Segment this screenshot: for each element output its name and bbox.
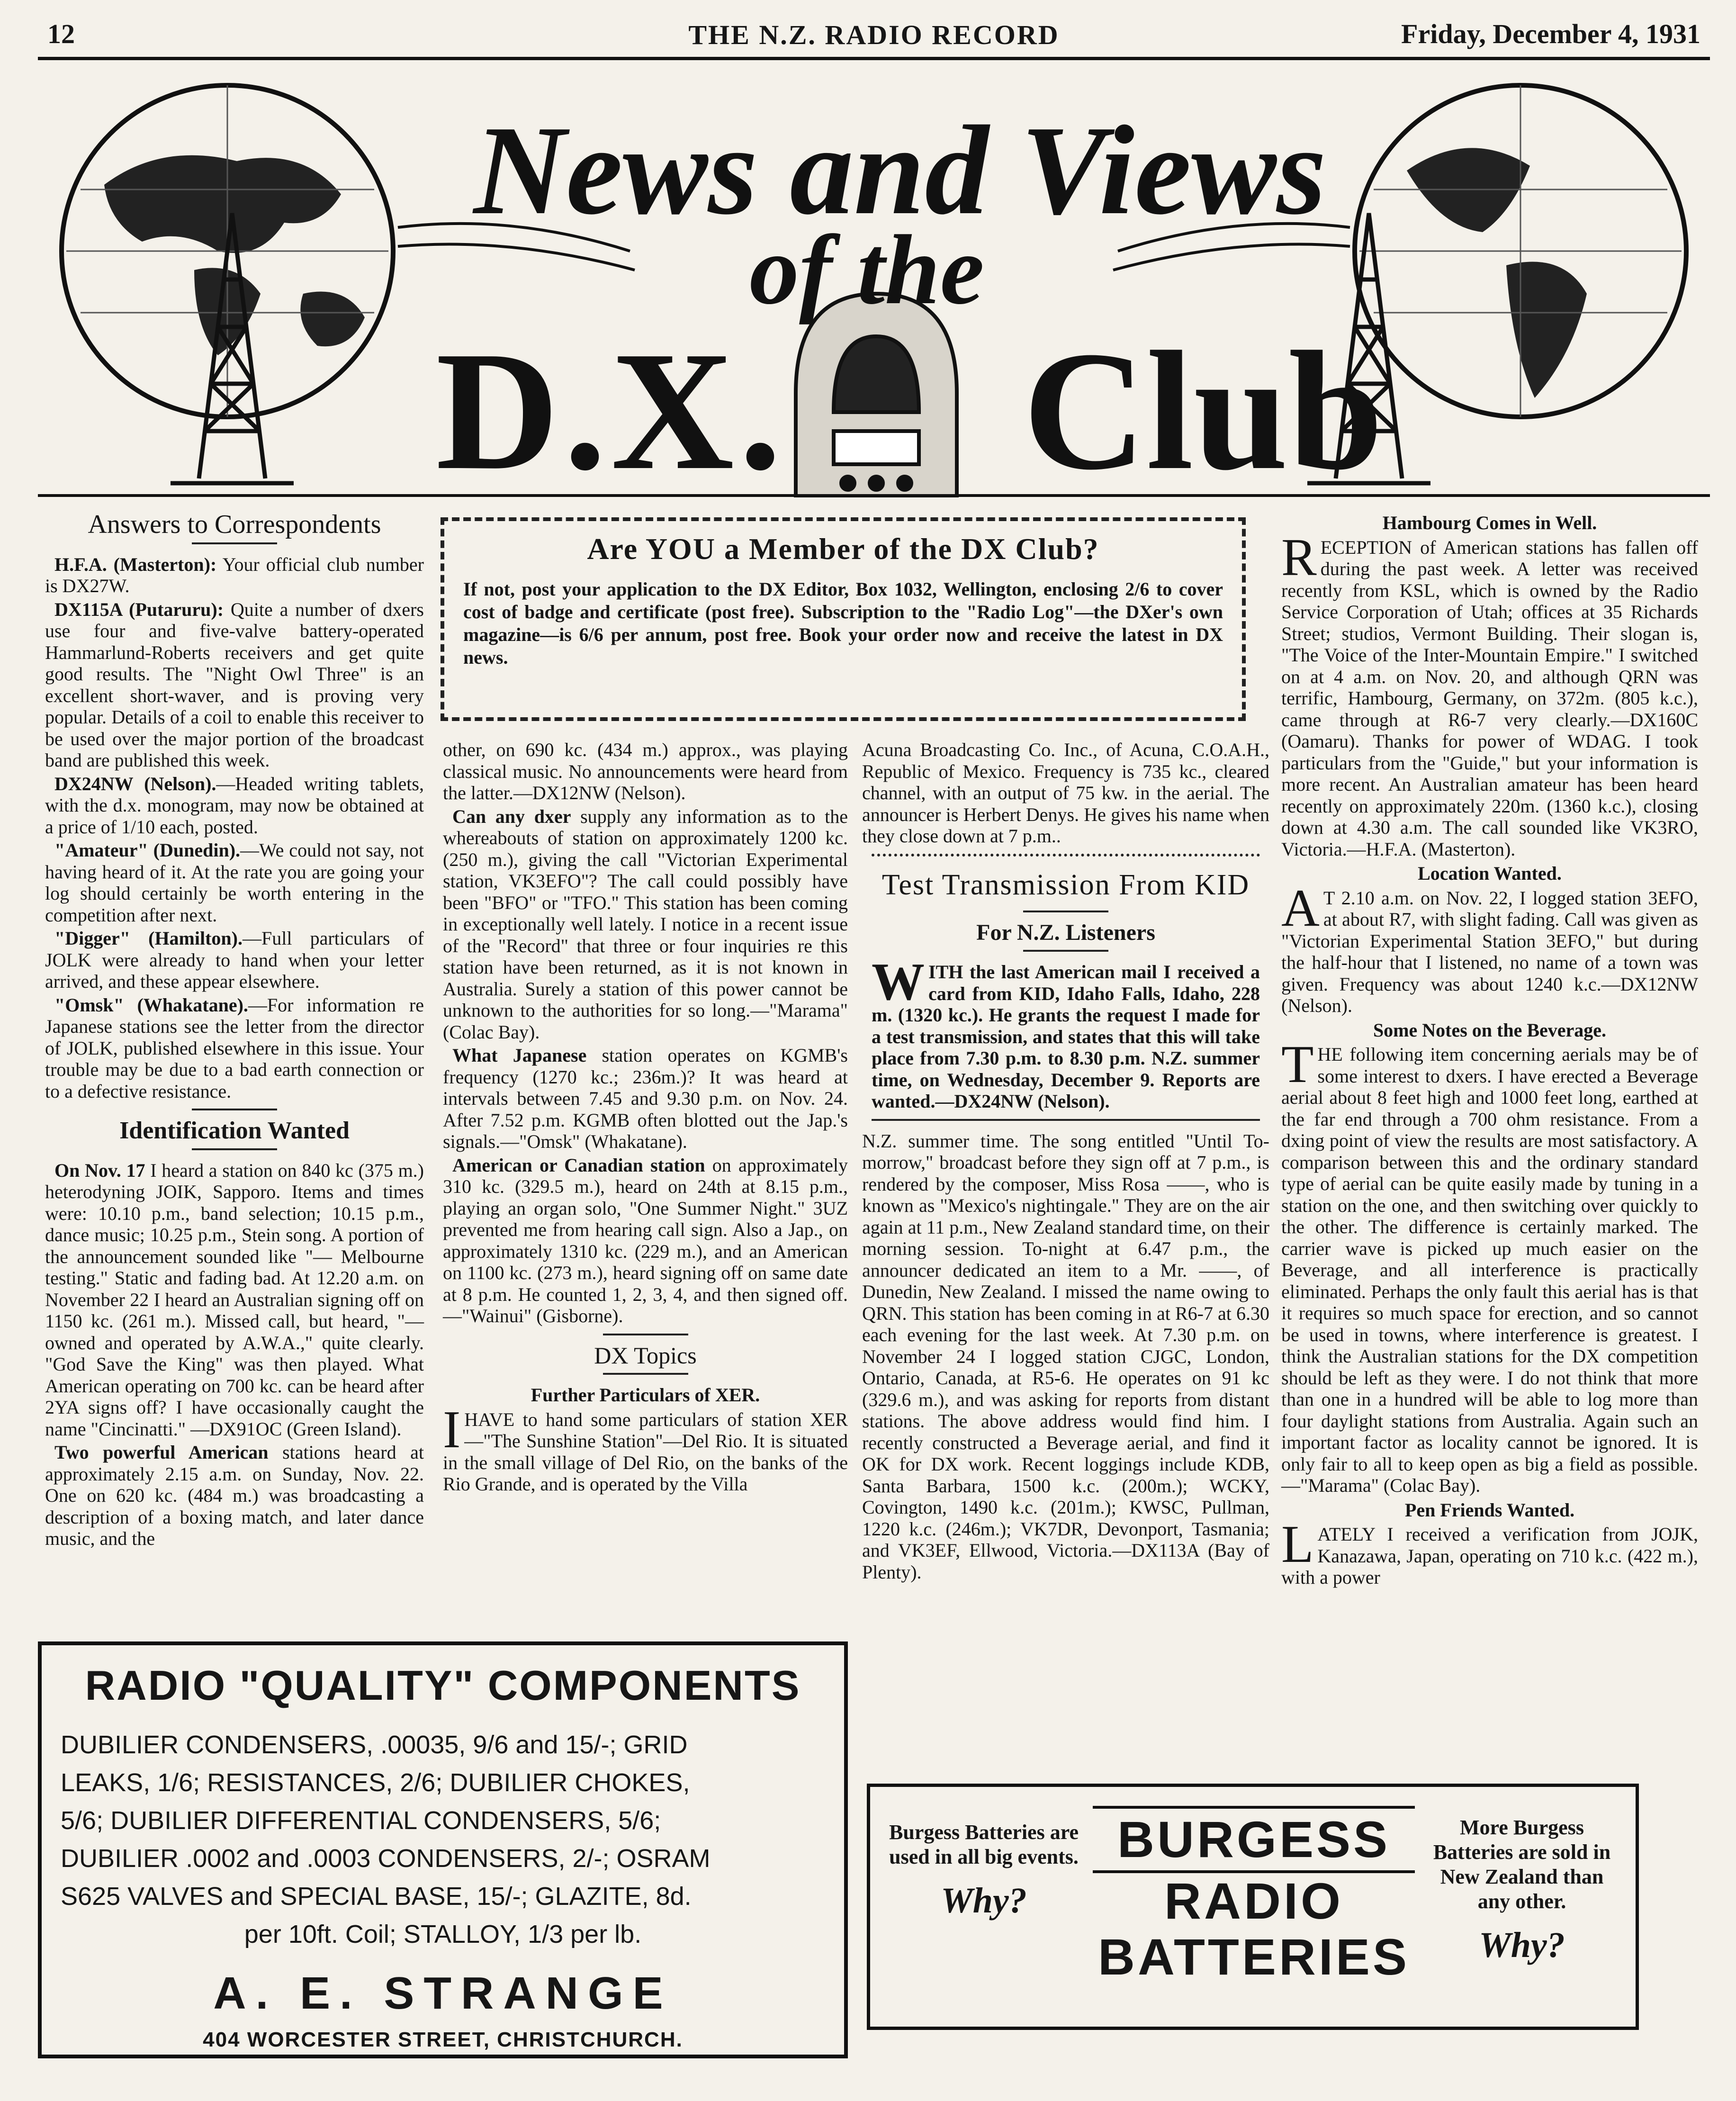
divider xyxy=(603,1334,688,1335)
xer-heading: Further Particulars of XER. xyxy=(531,1384,760,1406)
column-3 xyxy=(862,739,1269,1585)
dx-item: Can any dxer supply any information as to the whereabouts of station on approximately 1200 kc. (250 m.), giving the call "Victorian Experimental station, VK3EFO"? The call could possibly have been "BFO" or "TFO." This station has been coming in exceptionally well lately. I notice in a recent issue of the "Record" that three or four inquiries re this station have been returned, as it is not known in Australia. Surely a station of this power cannot be unknown to the authorities for so long.—"Marama" (Colac Bay). xyxy=(443,805,848,1043)
location-heading: Location Wanted. xyxy=(1418,863,1562,884)
xer-schedule-text: N.Z. summer time. The song entitled "Until To-morrow," broadcast before they sign off at 7 p.m., is rendered by the composer, Miss Rosa ——, who is known as "Mexico's nightingale." They are on the air again at 11 p.m., New Zealand standard time, on their morning session. To-night at 6.47 p.m., the announcer dedicated an item to a Mr. ——, of Dunedin, New Zealand. I missed the name owing to QRN. This station has been coming in at R6-7 at 6.30 each evening for the last week. At 7.30 p.m. on November 24 I logged station CJGC, London, Ontario, Canada, at R5-6. He operates on 91 kc (329.6 m.), and was asking for reports from distant stations. The above address would find him. I recently constructed a Beverage aerial, and find it OK for DX work. Recent loggings include KDB, Santa Barbara, 1500 k.c. (200m.); WCKY, Covington, 1490 k.c. (201m.); KWSC, Pullman, 1220 k.c. (246m.); VK7DR, Devonport, Tasmania; and VK3EF, Ellwood, Victoria.—DX113A (Bay of Plenty). xyxy=(862,1130,1269,1583)
burgess-brand: BURGESS xyxy=(1093,1806,1415,1873)
ad-price-list: DUBILIER CONDENSERS, .00035, 9/6 and 15/-; GRID LEAKS, 1/6; RESISTANCES, 2/6; DUBILIER CHOKES, 5/6; DUBILIER DIFFERENTIAL CONDENSERS, 5/6; DUBILIER .0002 and .0003 CONDENSERS, 2/-; OSRAM S625 VALVES and SPECIAL BASE, 15/-; GLAZITE, 8d. per 10ft. Coil; STALLOY, 1/3 per lb. xyxy=(61,1731,711,1948)
dx-item: other, on 690 kc. (434 m.) approx., was playing classical music. No announcements were heard from the latter.—DX12NW (Nelson). xyxy=(443,739,848,803)
member-box-body: If not, post your application to the DX Editor, Box 1032, Wellington, enclosing 2/6 to cover cost of badge and certificate (post free). Subscription to the "Radio Log"—the DXer's own magazine—is 6/6 per annum, post free. Book your order now and receive the latest in DX news. xyxy=(463,578,1223,668)
nz-listeners-heading: For N.Z. Listeners xyxy=(976,920,1155,945)
why-right: Why? xyxy=(1479,1925,1565,1965)
member-box xyxy=(441,517,1246,721)
location-text: AT 2.10 a.m. on Nov. 22, I logged station 3EFO, at about R7, with slight fading. Call was given as "Victorian Experimental Station 3EFO," but during the half-hour that I listened, no name of a town was given. Frequency was about 1240 k.c.—DX12NW (Nelson). xyxy=(1281,878,1698,1016)
xer-text: IHAVE to hand some particulars of station XER—"The Sunshine Station"—Del Rio. It is situated in the small village of Del Rio, on the banks of the Rio Grande, and is operated by the Villa xyxy=(443,1400,848,1495)
dx-topics-heading: DX Topics xyxy=(594,1342,697,1369)
answer-item: "Amateur" (Dunedin).—We could not say, not having heard of it. At the rate you are going your log should certainly be worth entering in the competition after next. xyxy=(45,839,424,926)
column-4 xyxy=(1281,509,1698,1590)
ad-address: 404 WORCESTER STREET, CHRISTCHURCH. xyxy=(203,2028,683,2051)
column-2 xyxy=(443,739,848,1497)
burgess-left-text: Burgess Batteries are used in all big events. Why? xyxy=(884,1820,1083,1913)
page-number: 12 xyxy=(47,18,75,49)
xer-continued: Acuna Broadcasting Co. Inc., of Acuna, C.O.A.H., Republic of Mexico. Frequency is 735 kc., cleared channel, with an output of 75 kw. in the aerial. The announcer is Herbert Denys. He gives his name when they close down at 7 p.m.. xyxy=(862,739,1269,847)
answer-item: DX24NW (Nelson).—Headed writing tablets, with the d.x. monogram, may now be obtained at a price of 1/10 each, posted. xyxy=(45,773,424,838)
dx-item: What Japanese station operates on KGMB's frequency (1270 kc.; 236m.)? It was heard at intervals between 7.45 and 9.30 p.m. on Nov. 24. After 7.52 p.m. KGMB often blotted out the Jap.'s signals.—"Omsk" (Whakatane). xyxy=(443,1045,848,1152)
burgess-brand-block: BURGESS RADIO BATTERIES xyxy=(1093,1806,1415,1985)
masthead-dx: D.X. xyxy=(436,316,786,505)
identification-heading: Identification Wanted xyxy=(119,1117,350,1144)
divider xyxy=(872,1119,1260,1121)
member-box-title: Are YOU a Member of the DX Club? xyxy=(587,532,1099,566)
pen-friends-text: LATELY I received a verification from JOJK, Kanazawa, Japan, operating on 710 k.c. (422 m.), with a power xyxy=(1281,1515,1698,1588)
divider xyxy=(192,1148,277,1150)
ad-title: RADIO "QUALITY" COMPONENTS xyxy=(85,1662,801,1709)
masthead-title-line1: News and Views xyxy=(473,99,1327,241)
divider xyxy=(872,854,1260,857)
kid-notice: WITH the last American mail I received a card from KID, Idaho Falls, Idaho, 228 m. (1320 kc.). He grants the request I made for a test transmission, and states that this will take place from 7.30 p.m. to 8.30 p.m. N.Z. summer time, on Wednesday, December 9. Reports are wanted.—DX24NW (Nelson). xyxy=(872,953,1260,1112)
divider xyxy=(603,1373,688,1375)
why-left: Why? xyxy=(941,1881,1027,1921)
radio-components-ad xyxy=(38,1641,848,2058)
divider xyxy=(192,542,277,544)
test-transmission-heading: Test Transmission From KID xyxy=(881,868,1250,901)
burgess-right-text: More Burgess Batteries are sold in New Zealand than any other. Why? xyxy=(1422,1815,1621,1957)
divider xyxy=(192,1109,277,1110)
left-radio-tower-icon xyxy=(171,213,294,483)
answer-item: "Digger" (Hamilton).—Full particulars of JOLK were already to hand when your letter arrived, and these appear elsewhere. xyxy=(45,928,424,992)
pen-friends-heading: Pen Friends Wanted. xyxy=(1404,1499,1575,1521)
issue-date: Friday, December 4, 1931 xyxy=(1401,18,1700,49)
beverage-text: THE following item concerning aerials may be of some interest to dxers. I have erected a Beverage aerial about 8 feet high and 1000 feet long, earthed at the far end through a 700 ohm resistance. From a dxing point of view the results are most satisfactory. A comparison between this and the ordinary standard type of aerial can be quite easily made by tuning in a station on the one, and then switching over quickly to the other. The difference is certainly marked. The carrier wave is picked up much easier on the Beverage, and all interference is practically eliminated. Perhaps the only fault this aerial has is that it requires so much space for erection, and so cannot be used in towns, where interference is greatest. I think the Australian stations for the DX competition should be left as they were. I do not think that more than one in a hundred will be able to log more than four daylight stations from Australia. Again such an important factor as locality cannot be ignored. It is only fair to all to keep open as big a field as possible.—"Marama" (Colac Bay). xyxy=(1281,1035,1698,1496)
beverage-heading: Some Notes on the Beverage. xyxy=(1373,1019,1607,1041)
hambourg-text: RECEPTION of American stations has fallen off during the past week. A letter was received recently from KSL, which is owned by the Radio Service Corporation of Utah; offices at 35 Richards Street; studios, Vermont Building. Their slogan is, "The Voice of the Inter-Mountain Empire." I switched on at 4 a.m. on Nov. 20, and although QRN was terrific, Hambourg, Germany, on 372m. (805 k.c.), came through at R6-7 very clearly.—DX160C (Oamaru). Thanks for power of WDAG. I took particulars from the "Guide," but your information is more recent. An Australian amateur has been heard recently on approximately 220m. (1360 k.c.), closing down at 4.30 a.m. The call sounded like VK3RO, Victoria.—H.F.A. (Masterton). xyxy=(1281,528,1698,860)
identification-item: On Nov. 17 I heard a station on 840 kc (375 m.) heterodyning JOIK, Sapporo. Items and times were: 10.10 p.m., band selection; 10.15 p.m., dance music; 10.25 p.m., Stein song. A portion of the announcement sounded like "— Melbourne testing." Static and fading bad. At 12.20 a.m. on November 22 I heard an Australian signing off on 1150 kc. (261 m.). Missed call, but heard, "— owned and operated by A.W.A.," quite clearly. "God Save the King" was then played. What American operating on 700 kc. can be heard after 2YA signs off? I have occasionally caught the name "Cincinatti." —DX91OC (Green Island). xyxy=(45,1159,424,1440)
divider xyxy=(1023,911,1108,912)
answer-item: "Omsk" (Whakatane).—For information re Japanese stations see the letter from the director of JOLK, published elsewhere in this issue. Your trouble may be due to a bad earth connection or to a defective resistance. xyxy=(45,994,424,1102)
running-head xyxy=(38,9,1710,60)
answers-heading: Answers to Correspondents xyxy=(88,510,381,539)
column-1 xyxy=(45,509,424,1551)
masthead-title-line2: of the xyxy=(749,215,984,325)
masthead-club: Club xyxy=(1023,316,1384,505)
answer-item: H.F.A. (Masterton): Your official club number is DX27W. xyxy=(45,553,424,596)
hambourg-heading: Hambourg Comes in Well. xyxy=(1382,512,1597,533)
burgess-ad xyxy=(867,1784,1639,2030)
divider xyxy=(1023,950,1108,952)
dx-item: American or Canadian station on approximately 310 kc. (329.5 m.), heard on 24th at 8.15 p.m., playing an organ solo, "One Summer Night." 3UZ prevented me from hearing call sign. Also a Jap., on approximately 1310 kc. (229 m.), and an American on 1100 kc. (273 m.), heard signing off on same date at 8 p.m. He counted 1, 2, 3, 4, and then signed off.—"Wainui" (Gisborne). xyxy=(443,1154,848,1326)
ad-firm-name: A. E. STRANGE xyxy=(213,1968,673,2019)
answer-item: DX115A (Putaruru): Quite a number of dxers use four and five-valve battery-operated Hammarlund-Roberts receivers and get quite good results. The "Night Owl Three" is an excellent short-waver, and is proving very popular. Details of a coil to enable this receiver to be used over the major portion of the broadcast band are published this week. xyxy=(45,598,424,771)
identification-item: Two powerful American stations heard at approximately 2.15 a.m. on Sunday, Nov. 22. One on 620 kc. (484 m.) was broadcasting a description of a boxing match, and later dance music, and the xyxy=(45,1442,424,1549)
paper-title: THE N.Z. RADIO RECORD xyxy=(688,19,1060,50)
masthead xyxy=(38,71,1710,505)
